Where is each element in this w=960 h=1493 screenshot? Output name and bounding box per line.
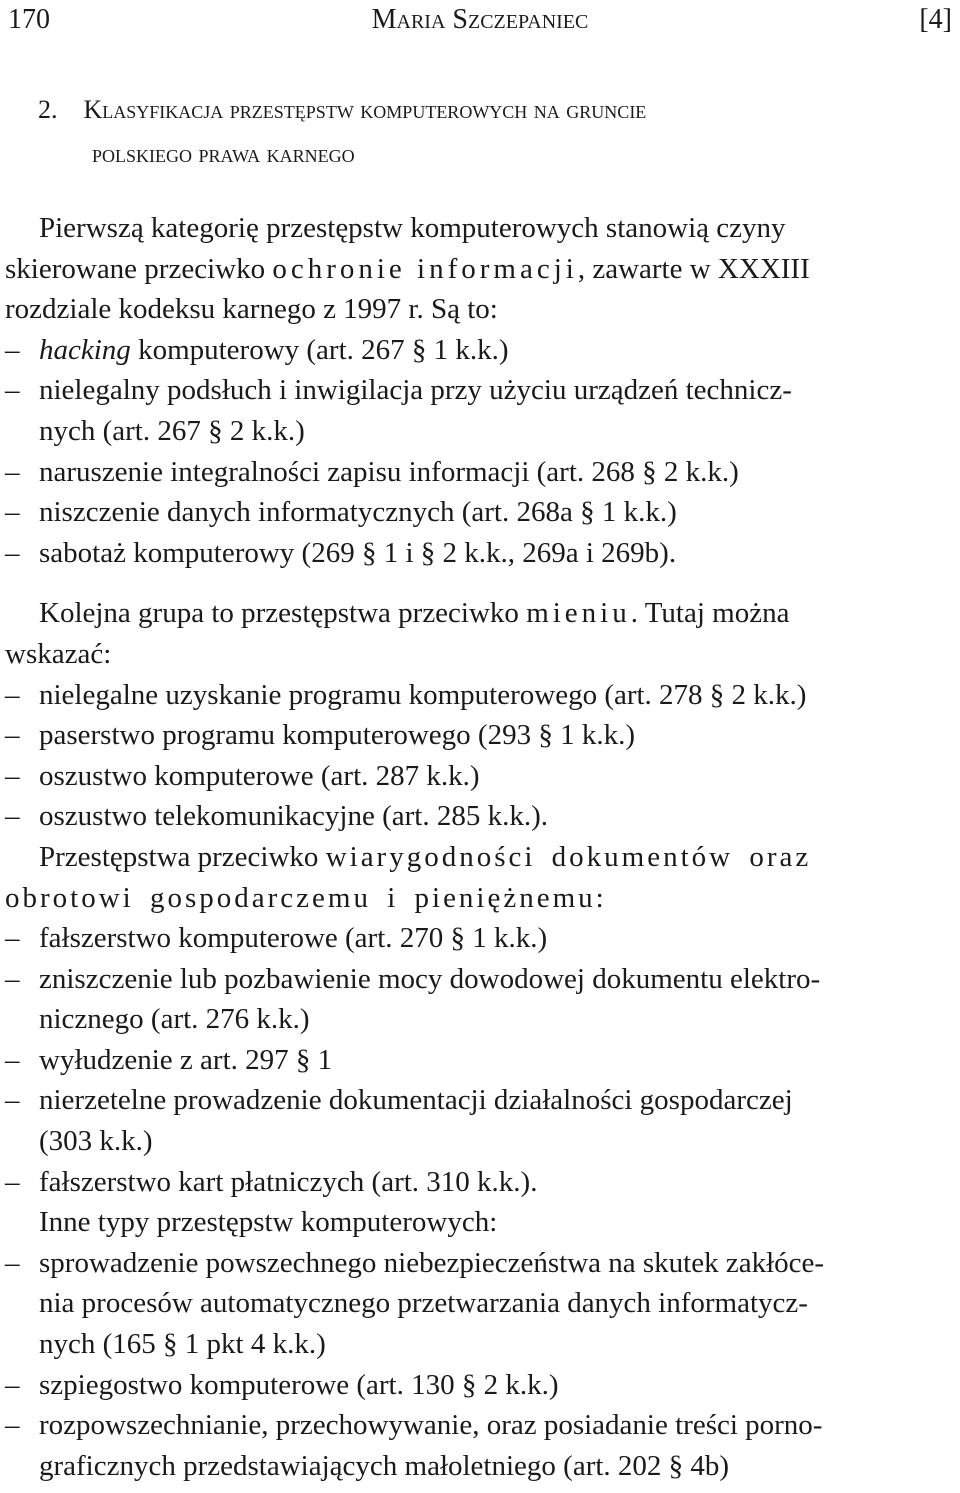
heading-number: 2. <box>38 95 58 124</box>
list-item-continuation: nych (165 § 1 pkt 4 k.k.) <box>39 1328 326 1361</box>
dash-bullet: – <box>5 333 20 366</box>
paragraph-gap <box>5 573 955 593</box>
paragraph-line <box>5 249 955 290</box>
dash-bullet: – <box>5 455 20 488</box>
list-item: – naruszenie integralności zapisu informacji (art. 268 § 2 k.k.) <box>5 452 955 493</box>
section-reference: [4] <box>919 4 952 35</box>
paragraph-line: Inne typy przestępstw komputerowych: <box>39 1206 498 1239</box>
list-item: – rozpowszechnianie, przechowywanie, oraz posiadanie treści porno- <box>5 1405 955 1446</box>
text-span: skierowane przeciwko <box>5 252 273 285</box>
emphasized-text: obrotowi gospodarczemu i pieniężnemu <box>5 881 596 914</box>
list-item: – wyłudzenie z art. 297 § 1 <box>5 1040 955 1081</box>
heading-line-1 <box>38 88 918 132</box>
text-span: komputerowy (art. 267 § 1 k.k.) <box>130 333 509 366</box>
list-item: – szpiegostwo komputerowe (art. 130 § 2 k.k.) <box>5 1365 955 1406</box>
dash-bullet: – <box>5 1409 20 1442</box>
text-span: , zawarte w XXXIII <box>577 252 810 285</box>
heading-title-1: Klasyfikacja przestępstw komputerowych na gruncie <box>83 95 647 124</box>
paragraph-line: Pierwszą kategorię przestępstw komputerowych stanowią czyny <box>39 212 786 244</box>
list-item: – oszustwo telekomunikacyjne (art. 285 k.k.). <box>5 796 955 837</box>
emphasized-text: ochronie informacji <box>272 252 578 285</box>
text-span: Kolejna grupa to przestępstwa przeciwko <box>39 597 527 630</box>
paragraph-line <box>5 878 955 919</box>
list-item: – zniszczenie lub pozbawienie mocy dowodowej dokumentu elektro- <box>5 959 955 1000</box>
text-span: : <box>595 881 604 914</box>
dash-bullet: – <box>5 1368 20 1401</box>
dash-bullet: – <box>5 719 20 752</box>
italic-term: hacking <box>39 333 131 366</box>
list-item-continuation: nia procesów automatycznego przetwarzania danych informatycz- <box>39 1287 808 1320</box>
list-item: – nielegalny podsłuch i inwigilacja przy użyciu urządzeń technicz- <box>5 370 955 411</box>
list-item: – nielegalne uzyskanie programu komputerowego (art. 278 § 2 k.k.) <box>5 675 955 716</box>
list-item: – paserstwo programu komputerowego (293 § 1 k.k.) <box>5 715 955 756</box>
dash-bullet: – <box>5 922 20 955</box>
dash-bullet: – <box>5 678 20 711</box>
list-item-continuation: graficznych przedstawiających małoletniego (art. 202 § 4b) <box>39 1449 730 1482</box>
heading-line-2: polskiego prawa karnego <box>92 139 355 168</box>
list-item: – fałszerstwo kart płatniczych (art. 310 k.k.). <box>5 1162 955 1203</box>
body-text <box>5 208 955 1486</box>
emphasized-text: mieniu <box>526 597 631 630</box>
running-head: Maria Szczepaniec <box>371 4 589 35</box>
paragraph-line <box>5 593 955 634</box>
list-item: – nierzetelne prowadzenie dokumentacji działalności gospodarczej <box>5 1080 955 1121</box>
list-item-continuation: nicznego (art. 276 k.k.) <box>39 1003 310 1036</box>
emphasized-text: wiarygodności dokumentów oraz <box>325 840 812 873</box>
list-item: – oszustwo komputerowe (art. 287 k.k.) <box>5 756 955 797</box>
section-heading <box>38 88 918 176</box>
dash-bullet: – <box>5 800 20 833</box>
dash-bullet: – <box>5 962 20 995</box>
paragraph-line <box>5 837 955 878</box>
paragraph-line: wskazać: <box>5 637 112 670</box>
dash-bullet: – <box>5 1246 20 1279</box>
page-header <box>8 0 952 40</box>
paragraph-line: rozdziale kodeksu karnego z 1997 r. Są to: <box>5 293 498 326</box>
dash-bullet: – <box>5 759 20 792</box>
page-number: 170 <box>8 4 50 35</box>
dash-bullet: – <box>5 1165 20 1198</box>
list-item: – niszczenie danych informatycznych (art. 268a § 1 k.k.) <box>5 492 955 533</box>
text-span: . Tutaj można <box>630 597 790 630</box>
list-item: – sprowadzenie powszechnego niebezpieczeństwa na skutek zakłóce- <box>5 1243 955 1284</box>
dash-bullet: – <box>5 536 20 569</box>
dash-bullet: – <box>5 496 20 529</box>
text-span: Przestępstwa przeciwko <box>39 840 326 873</box>
dash-bullet: – <box>5 1043 20 1076</box>
list-item: – fałszerstwo komputerowe (art. 270 § 1 k.k.) <box>5 918 955 959</box>
list-item <box>5 330 955 371</box>
list-item-continuation: nych (art. 267 § 2 k.k.) <box>39 414 305 447</box>
dash-bullet: – <box>5 1084 20 1117</box>
list-item-continuation: (303 k.k.) <box>39 1125 153 1158</box>
dash-bullet: – <box>5 374 20 407</box>
list-item: – sabotaż komputerowy (269 § 1 i § 2 k.k., 269a i 269b). <box>5 533 955 574</box>
